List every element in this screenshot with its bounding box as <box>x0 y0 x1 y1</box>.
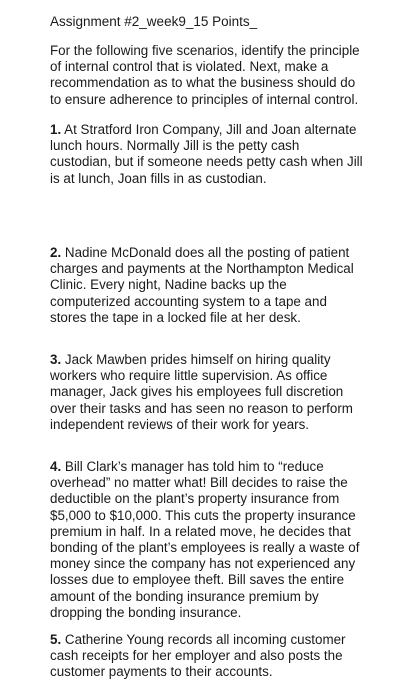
scenario-text: At Stratford Iron Company, Jill and Joan alternate <box>61 122 357 137</box>
scenario-line: $5,000 to $10,000. This cuts the property insurance <box>50 507 356 523</box>
scenario-number: 5. <box>50 632 62 647</box>
scenario-line: premium in half. In a related move, he decides that <box>50 523 351 539</box>
scenario-line <box>50 122 380 138</box>
scenario-line: deductible on the plant’s property insurance from <box>50 491 340 507</box>
scenario-text: Nadine McDonald does all the posting of patient <box>61 245 350 260</box>
intro-paragraph <box>50 43 380 108</box>
document-title: Assignment #2_week9_15 Points_ <box>50 14 258 29</box>
scenario-line <box>50 632 380 648</box>
scenario-line: overhead” no matter what! Bill decides to raise the <box>50 475 348 491</box>
intro-line: of internal control that is violated. Next, make a <box>50 59 329 75</box>
scenario-line: over their tasks and has seen no reason to perform <box>50 400 353 416</box>
scenario-line: charges and payments at the Northampton Medical <box>50 261 354 277</box>
intro-line: For the following five scenarios, identify the principle <box>50 43 360 58</box>
scenario-line: amount of the bonding insurance premium by <box>50 588 319 604</box>
intro-line: recommendation as to what the business should do <box>50 75 356 91</box>
scenario-number: 3. <box>50 352 62 367</box>
scenario-1 <box>50 122 380 187</box>
scenario-line: is at lunch, Joan fills in as custodian. <box>50 170 267 186</box>
scenario-text: Jack Mawben prides himself on hiring quality <box>61 352 331 367</box>
scenario-4 <box>50 459 380 621</box>
scenario-text: Catherine Young records all incoming customer <box>61 632 346 647</box>
scenario-number: 2. <box>50 245 62 260</box>
scenario-line: independent reviews of their work for years. <box>50 416 310 432</box>
scenario-3 <box>50 352 380 433</box>
scenario-line: workers who require little supervision. As office <box>50 368 328 384</box>
scenario-5 <box>50 632 380 681</box>
scenario-line <box>50 245 380 261</box>
scenario-line: manager, Jack gives his employees full discretion <box>50 384 344 400</box>
scenario-line <box>50 352 380 368</box>
scenario-line: lunch hours. Normally Jill is the petty cash <box>50 138 300 154</box>
scenario-line: cash receipts for her employer and also posts the <box>50 648 343 664</box>
intro-line: to ensure adherence to principles of internal control. <box>50 91 359 107</box>
scenario-line: computerized accounting system to a tape and <box>50 293 327 309</box>
scenario-line: custodian, but if someone needs petty cash when Jill <box>50 154 363 170</box>
scenario-text: Bill Clark’s manager has told him to “reduce <box>61 459 324 474</box>
scenario-line: bonding of the plant’s employees is really a waste of <box>50 540 360 556</box>
scenario-line: money since the company has not experienced any <box>50 556 356 572</box>
scenario-line: customer payments to their accounts. <box>50 664 273 680</box>
scenario-2 <box>50 245 380 326</box>
scenario-line <box>50 459 380 475</box>
scenario-line: Clinic. Every night, Nadine backs up the <box>50 277 287 293</box>
scenario-number: 1. <box>50 122 62 137</box>
scenario-number: 4. <box>50 459 62 474</box>
scenario-line: stores the tape in a locked file at her desk. <box>50 309 301 325</box>
scenario-line: losses due to employee theft. Bill saves the entire <box>50 572 345 588</box>
scenario-line: dropping the bonding insurance. <box>50 604 242 620</box>
